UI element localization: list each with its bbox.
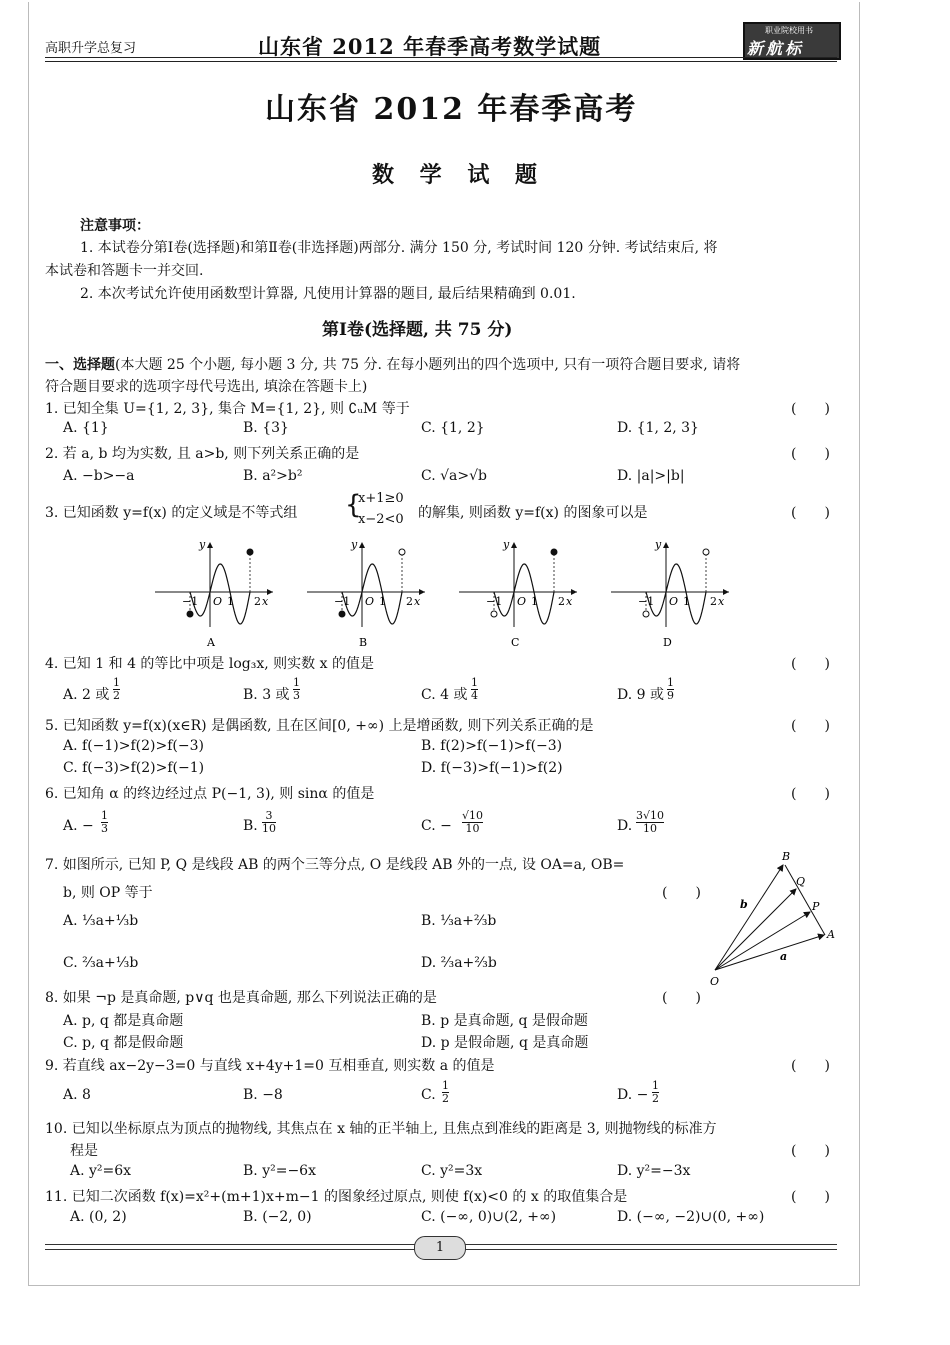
q4-option-d: D. 9 或 xyxy=(617,687,664,703)
graph-tick-2: 2 xyxy=(710,595,717,608)
q10-option-b: B. y²=−6x xyxy=(243,1163,316,1179)
q8-option-c: C. p, q 都是假命题 xyxy=(63,1035,184,1051)
q4-frac-c: $\frac{1}{4}$ xyxy=(471,676,478,702)
graph-right-endpoint xyxy=(247,549,253,555)
graph-origin-label: O xyxy=(517,595,527,608)
graph-tick-neg1: −1 xyxy=(486,595,503,608)
q6-frac-b: $\frac{3}{10}$ xyxy=(262,809,276,835)
q10-stem-2: 程是 xyxy=(70,1143,98,1159)
graph-left-endpoint xyxy=(643,611,649,617)
q6-frac-c: $\frac{√10}{10}$ xyxy=(462,809,484,835)
graph-y-arrow xyxy=(511,542,517,548)
graph-origin-label: O xyxy=(365,595,375,608)
graph-left-endpoint xyxy=(187,611,193,617)
q4-option-b: B. 3 或 xyxy=(243,687,290,703)
q5-stem: 5. 已知函数 y=f(x)(x∈R) 是偶函数, 且在区间[0, +∞) 上是增函数, 则下列关系正确的是 xyxy=(45,718,594,734)
graph-y-label: y xyxy=(351,538,358,551)
q4-option-c: C. 4 或 xyxy=(421,687,468,703)
q3-answer-paren: ( ) xyxy=(791,505,830,521)
vector-op xyxy=(715,912,810,970)
q2-option-a: A. −b>−a xyxy=(63,468,135,484)
q8-answer-paren: ( ) xyxy=(662,990,701,1006)
graph-x-label: x xyxy=(262,595,269,608)
q2-option-b: B. a²>b² xyxy=(243,468,303,484)
instructions-text: (本大题 25 个小题, 每小题 3 分, 共 75 分. 在每小题列出的四个选项中, 只有一项符合题目要求, 请将 xyxy=(115,357,741,373)
q9-option-b: B. −8 xyxy=(243,1087,283,1103)
q7-option-d: D. ⅔a+⅔b xyxy=(421,955,497,971)
graph-tick-2: 2 xyxy=(406,595,413,608)
graph-tick-2: 2 xyxy=(558,595,565,608)
q1-stem: 1. 已知全集 U={1, 2, 3}, 集合 M={1, 2}, 则 ∁ᵤM 等于 xyxy=(45,401,410,417)
graph-left-endpoint xyxy=(339,611,345,617)
q6-answer-paren: ( ) xyxy=(791,786,830,802)
q10-option-c: C. y²=3x xyxy=(421,1163,483,1179)
page-number: 1 xyxy=(414,1236,466,1260)
section-title: 第Ⅰ卷(选择题, 共 75 分) xyxy=(322,320,513,340)
graph-right-endpoint xyxy=(703,549,709,555)
label-o-point: O xyxy=(710,975,720,988)
label-p-point: P xyxy=(812,900,820,913)
label-vector-a: a xyxy=(780,950,788,963)
notes-heading: 注意事项： xyxy=(80,218,150,234)
q3-stem-a: 3. 已知函数 y=f(x) 的定义域是不等式组 xyxy=(45,505,298,521)
graph-tick-1: 1 xyxy=(683,595,690,608)
publisher-logo xyxy=(743,22,841,60)
q10-option-a: A. y²=6x xyxy=(70,1163,132,1179)
label-a-point: A xyxy=(827,928,835,941)
q7-answer-paren: ( ) xyxy=(662,885,701,901)
q4-frac-a: $\frac{1}{2}$ xyxy=(113,676,120,702)
logo-tagline: 职业院校用书 xyxy=(765,26,813,35)
instructions-line1 xyxy=(45,354,740,374)
graph-tick-1: 1 xyxy=(531,595,538,608)
graph-curve xyxy=(646,564,706,624)
graph-option-label: C xyxy=(511,636,520,649)
q6-option-d: D. xyxy=(617,818,633,834)
label-b-point: B xyxy=(782,850,791,863)
q6-option-b: B. xyxy=(243,818,258,834)
q5-option-c: C. f(−3)>f(2)>f(−1) xyxy=(63,760,205,776)
q3-stem-b: 的解集, 则函数 y=f(x) 的图象可以是 xyxy=(418,505,648,521)
q10-option-d: D. y²=−3x xyxy=(617,1163,691,1179)
q11-option-c: C. (−∞, 0)∪(2, +∞) xyxy=(421,1209,557,1225)
q10-stem-1: 10. 已知以坐标原点为顶点的抛物线, 其焦点在 x 轴的正半轴上, 且焦点到准线的距离是 3, 则抛物线的标准方 xyxy=(45,1121,717,1137)
graph-curve xyxy=(190,564,250,624)
q5-answer-paren: ( ) xyxy=(791,718,830,734)
logo-brand: 新航标 xyxy=(747,39,805,58)
graph-option-label: B xyxy=(359,636,368,649)
q7-vector-figure xyxy=(700,845,850,995)
graph-tick-1: 1 xyxy=(379,595,386,608)
instructions-label: 一、选择题 xyxy=(45,357,115,373)
graph-y-label: y xyxy=(655,538,662,551)
q5-option-a: A. f(−1)>f(2)>f(−3) xyxy=(63,738,204,754)
label-q-point: Q xyxy=(796,875,806,888)
graph-x-label: x xyxy=(566,595,573,608)
q4-answer-paren: ( ) xyxy=(791,656,830,672)
q6-frac-d: $\frac{3√10}{10}$ xyxy=(636,809,665,835)
graph-tick-neg1: −1 xyxy=(182,595,199,608)
q8-option-a: A. p, q 都是真命题 xyxy=(63,1013,184,1029)
q5-option-b: B. f(2)>f(−1)>f(−3) xyxy=(421,738,563,754)
graph-y-arrow xyxy=(207,542,213,548)
q2-answer-paren: ( ) xyxy=(791,446,830,462)
label-vector-b: b xyxy=(740,898,748,911)
q2-option-d: D. |a|>|b| xyxy=(617,468,685,484)
graph-x-label: x xyxy=(414,595,421,608)
note-1a: 1. 本试卷分第Ⅰ卷(选择题)和第Ⅱ卷(非选择题)两部分. 满分 150 分, 考试时间 120 分钟. 考试结束后, 将 xyxy=(80,240,718,256)
q7-stem-2: b, 则 OP 等于 xyxy=(63,885,153,901)
q9-answer-paren: ( ) xyxy=(791,1058,830,1074)
graph-right-endpoint xyxy=(551,549,557,555)
header-rule xyxy=(45,57,837,62)
q5-option-d: D. f(−3)>f(−1)>f(2) xyxy=(421,760,563,776)
q4-option-a: A. 2 或 xyxy=(63,687,110,703)
q7-option-b: B. ⅓a+⅔b xyxy=(421,913,497,929)
q6-stem: 6. 已知角 α 的终边经过点 P(−1, 3), 则 sinα 的值是 xyxy=(45,786,375,802)
q1-option-a: A. {1} xyxy=(63,420,109,436)
q9-option-c: C. xyxy=(421,1087,436,1103)
exam-subtitle: 数 学 试 题 xyxy=(372,162,546,188)
q3-system-brace: { xyxy=(345,490,362,520)
q3-inequality-2: x−2<0 xyxy=(358,512,404,527)
graph-option-label: A xyxy=(207,636,215,649)
q11-answer-paren: ( ) xyxy=(791,1189,830,1205)
q8-option-d: D. p 是假命题, q 是真命题 xyxy=(421,1035,589,1051)
graph-tick-neg1: −1 xyxy=(638,595,655,608)
graph-curve xyxy=(342,564,402,624)
graph-y-arrow xyxy=(663,542,669,548)
q2-option-c: C. √a>√b xyxy=(421,468,487,484)
graph-tick-2: 2 xyxy=(254,595,261,608)
q6-frac-a: $\frac{1}{3}$ xyxy=(101,809,108,835)
q4-frac-d: $\frac{1}{9}$ xyxy=(667,676,674,702)
q6-option-c: C. − xyxy=(421,818,452,834)
exam-title: 山东省 2012 年春季高考 xyxy=(265,92,638,127)
graph-right-endpoint xyxy=(399,549,405,555)
q10-answer-paren: ( ) xyxy=(791,1143,830,1159)
q7-option-c: C. ⅔a+⅓b xyxy=(63,955,139,971)
graph-x-label: x xyxy=(718,595,725,608)
q4-stem: 4. 已知 1 和 4 的等比中项是 log₃x, 则实数 x 的值是 xyxy=(45,656,374,672)
q9-option-d: D. − xyxy=(617,1087,649,1103)
q4-frac-b: $\frac{1}{3}$ xyxy=(293,676,300,702)
q11-option-a: A. (0, 2) xyxy=(70,1209,127,1225)
q1-answer-paren: ( ) xyxy=(791,401,830,417)
q11-option-b: B. (−2, 0) xyxy=(243,1209,312,1225)
header-series: 高职升学总复习 xyxy=(45,41,137,56)
vector-ob xyxy=(715,865,783,970)
q1-option-b: B. {3} xyxy=(243,420,289,436)
q11-stem: 11. 已知二次函数 f(x)=x²+(m+1)x+m−1 的图象经过原点, 则使 f(x)<0 的 x 的取值集合是 xyxy=(45,1189,628,1205)
q9-stem: 9. 若直线 ax−2y−3=0 与直线 x+4y+1=0 互相垂直, 则实数 a 的值是 xyxy=(45,1058,495,1074)
graph-y-arrow xyxy=(359,542,365,548)
graph-option-label: D xyxy=(663,636,672,649)
q3-graphs xyxy=(0,535,950,655)
q9-option-a: A. 8 xyxy=(63,1087,91,1103)
graph-curve xyxy=(494,564,554,624)
graph-y-label: y xyxy=(199,538,206,551)
instructions-line2: 符合题目要求的选项字母代号选出, 填涂在答题卡上) xyxy=(45,379,368,395)
note-1b: 本试卷和答题卡一并交回. xyxy=(45,263,204,279)
graph-origin-label: O xyxy=(213,595,223,608)
q8-stem: 8. 如果 ¬p 是真命题, p∨q 也是真命题, 那么下列说法正确的是 xyxy=(45,990,437,1006)
graph-origin-label: O xyxy=(669,595,679,608)
q7-stem-1: 7. 如图所示, 已知 P, Q 是线段 AB 的两个三等分点, O 是线段 AB 外的一点, 设 OA=a, OB= xyxy=(45,857,625,873)
q3-inequality-1: x+1≥0 xyxy=(358,491,404,506)
q7-option-a: A. ⅓a+⅓b xyxy=(63,913,139,929)
header-title: 山东省 2012 年春季高考数学试题 xyxy=(258,34,602,59)
q9-frac-c: $\frac{1}{2}$ xyxy=(442,1079,449,1105)
graph-tick-neg1: −1 xyxy=(334,595,351,608)
q9-frac-d: $\frac{1}{2}$ xyxy=(652,1079,659,1105)
q1-option-d: D. {1, 2, 3} xyxy=(617,420,699,436)
graph-y-label: y xyxy=(503,538,510,551)
graph-tick-1: 1 xyxy=(227,595,234,608)
q11-option-d: D. (−∞, −2)∪(0, +∞) xyxy=(617,1209,765,1225)
vector-oa xyxy=(715,935,824,970)
graph-left-endpoint xyxy=(491,611,497,617)
q6-option-a: A. − xyxy=(63,818,94,834)
q1-option-c: C. {1, 2} xyxy=(421,420,485,436)
q8-option-b: B. p 是真命题, q 是假命题 xyxy=(421,1013,588,1029)
q2-stem: 2. 若 a, b 均为实数, 且 a>b, 则下列关系正确的是 xyxy=(45,446,360,462)
note-2: 2. 本次考试允许使用函数型计算器, 凡使用计算器的题目, 最后结果精确到 0.01. xyxy=(80,286,576,302)
